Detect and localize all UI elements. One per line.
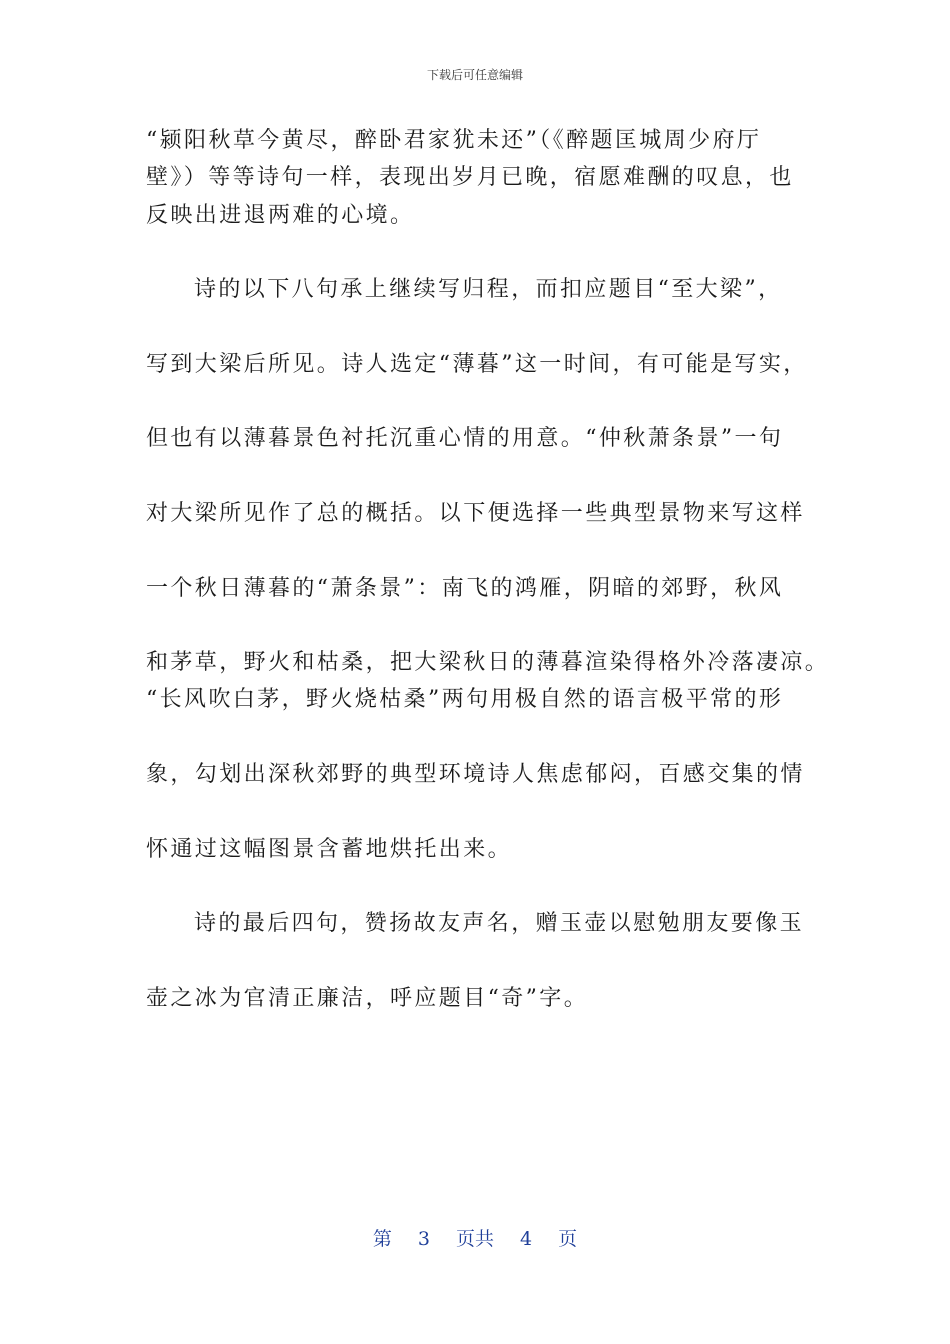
paragraph-gap bbox=[146, 868, 806, 905]
line-gap bbox=[146, 943, 806, 980]
paragraph-1 bbox=[146, 122, 806, 234]
document-body bbox=[146, 122, 830, 1017]
current-page-number: 3 bbox=[417, 1228, 430, 1250]
paragraph-3 bbox=[146, 905, 806, 1017]
text-line: 壁》）等等诗句一样，表现出岁月已晚，宿愿难酬的叹息，也 bbox=[146, 165, 794, 191]
text-line: 诗的以下八句承上继续写归程，而扣应题目“至大梁”， bbox=[194, 277, 783, 303]
text-line: 反映出进退两难的心境。 bbox=[146, 202, 415, 228]
page-header: 下载后可任意编辑 bbox=[426, 68, 523, 82]
footer-suffix: 页 bbox=[558, 1228, 578, 1250]
line-gap bbox=[146, 793, 806, 830]
text-line: 一个秋日薄暮的“萧条景”：南飞的鸿雁，阴暗的郊野，秋风 bbox=[146, 575, 784, 601]
footer-middle: 页共 bbox=[455, 1228, 494, 1250]
line-gap bbox=[146, 383, 806, 420]
text-line: “颍阳秋草今黄尽，醉卧君家犹未还”（《醉题匡城周少府厅 bbox=[146, 128, 762, 153]
line-gap bbox=[146, 607, 806, 644]
text-line: 和茅草，野火和枯桑，把大梁秋日的薄暮渲染得格外冷落凄凉。 bbox=[146, 650, 830, 676]
text-line: 写到大梁后所见。诗人选定“薄暮”这一时间，有可能是写实， bbox=[146, 351, 808, 377]
footer-prefix: 第 bbox=[372, 1228, 392, 1250]
text-line: 但也有以薄暮景色衬托沉重心情的用意。“仲秋萧条景”一句 bbox=[146, 426, 784, 452]
text-line: 壶之冰为官清正廉洁，呼应题目“奇”字。 bbox=[146, 985, 589, 1011]
paragraph-2 bbox=[146, 271, 830, 868]
line-gap bbox=[146, 719, 806, 756]
text-line: “长风吹白茅，野火烧枯桑”两句用极自然的语言极平常的形 bbox=[146, 687, 784, 713]
text-line: 对大梁所见作了总的概括。以下便选择一些典型景物来写这样 bbox=[146, 500, 805, 526]
total-pages-number: 4 bbox=[520, 1228, 533, 1250]
line-gap bbox=[146, 532, 806, 569]
page-footer bbox=[0, 1226, 950, 1252]
text-line: 诗的最后四句，赞扬故友声名，赠玉壶以慰勉朋友要像玉 bbox=[194, 911, 805, 937]
text-line: 怀通过这幅图景含蓄地烘托出来。 bbox=[146, 836, 513, 862]
line-gap bbox=[146, 308, 806, 345]
text-line: 象，勾划出深秋郊野的典型环境诗人焦虑郁闷，百感交集的情 bbox=[146, 762, 805, 788]
paragraph-gap bbox=[146, 234, 806, 271]
line-gap bbox=[146, 458, 806, 495]
